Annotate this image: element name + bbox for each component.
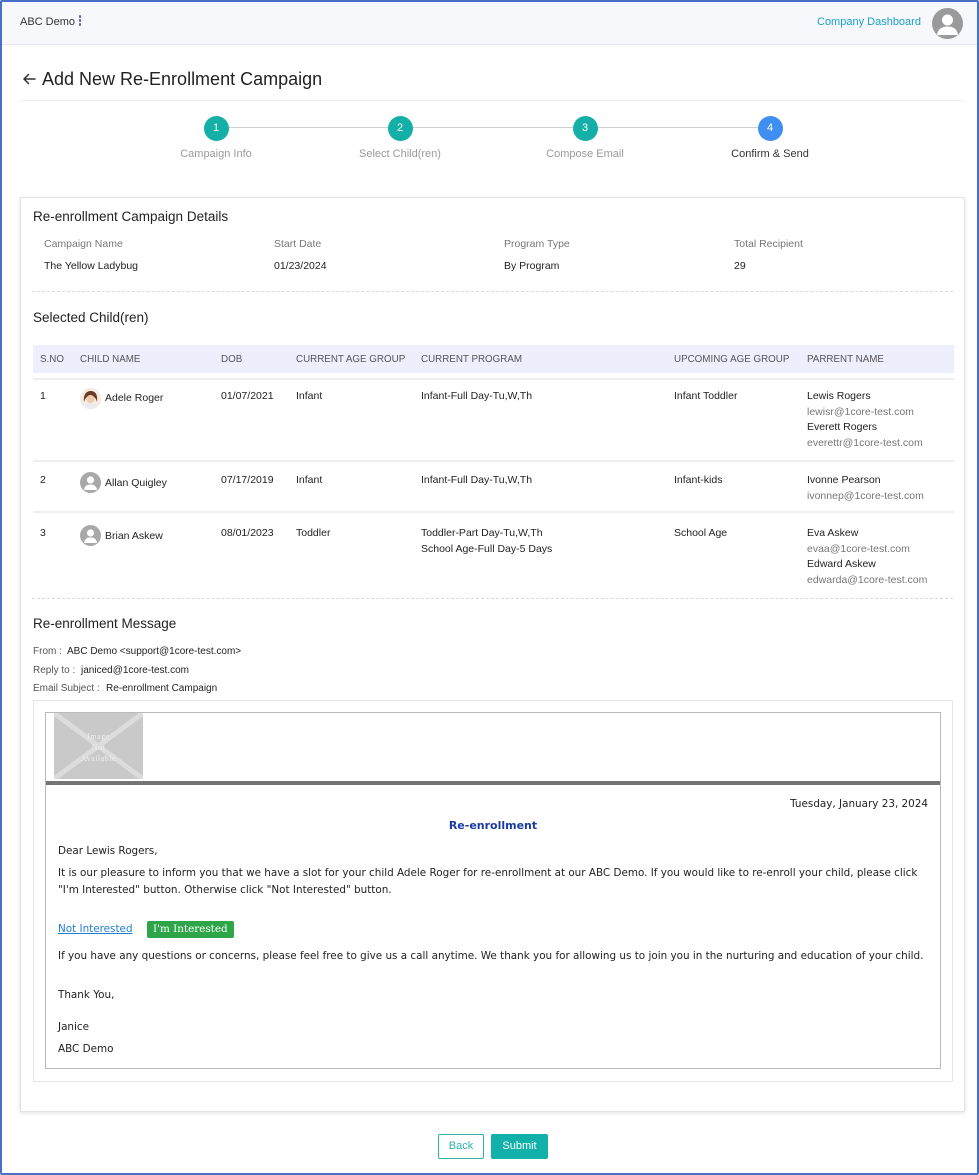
parent-name: Ivonne Pearson [807,474,881,486]
child-default-avatar-icon [80,525,101,546]
row-separator [33,460,954,462]
logo-text-line: Not [91,743,106,752]
child-program: Toddler-Part Day-Tu,W,Th [421,527,543,539]
step-3[interactable] [525,116,645,160]
org-name: ABC Demo [20,16,76,28]
start-date-value: 01/23/2024 [274,260,327,272]
child-age-group: Infant [296,390,323,402]
subject-label: Email Subject : [33,683,100,694]
reply-to-value: janiced@1core-test.com [81,665,189,676]
email-date: Tuesday, January 23, 2024 [790,798,928,810]
step-3-circle: 3 [573,116,598,141]
email-greeting: Dear Lewis Rogers, [58,845,158,857]
step-4[interactable] [710,116,830,160]
from-value: ABC Demo <support@1core-test.com> [67,646,242,657]
program-type-label: Program Type [504,238,570,250]
child-upcoming-group: Infant Toddler [674,390,738,402]
section-divider [32,598,953,599]
step-2[interactable] [340,116,460,160]
child-photo-avatar [80,388,101,409]
email-header-rule [46,781,940,785]
interested-button[interactable]: I'm Interested [147,921,234,938]
child-age-group: Infant [296,474,323,486]
child-age-group: Toddler [296,527,331,539]
start-date-label: Start Date [274,238,322,250]
parent-email: everettr@1core-test.com [807,437,923,449]
child-name: Allan Quigley [105,477,167,489]
email-closing-text: If you have any questions or concerns, please feel free to give us a call anytime. We thank you for allowing us to join you in the nurturing and education of your child. [58,950,924,962]
child-program: Infant-Full Day-Tu,W,Th [421,474,533,486]
parent-name: Lewis Rogers [807,390,871,402]
step-4-label: Confirm & Send [731,148,809,160]
email-preview [45,712,941,1069]
step-2-circle: 2 [388,116,413,141]
subject-value: Re-enrollment Campaign [106,683,218,694]
title-divider [20,100,964,101]
child-dob: 07/17/2019 [221,474,274,486]
children-title: Selected Child(ren) [33,310,149,325]
back-button[interactable]: Back [438,1134,484,1159]
company-dashboard-link[interactable]: Company Dashboard [817,16,921,28]
child-upcoming-group: Infant-kids [674,474,723,486]
details-title: Re-enrollment Campaign Details [33,209,229,224]
parent-email: lewisr@1core-test.com [807,406,914,418]
row-sno: 1 [40,390,46,402]
child-dob: 08/01/2023 [221,527,274,539]
parent-name: Edward Askew [807,558,876,570]
kebab-menu-icon[interactable] [76,14,84,28]
row-separator [33,511,954,513]
step-1-label: Campaign Info [180,148,252,160]
col-upcoming-age-group: UPCOMING AGE GROUP [674,354,790,365]
email-body-line: "I'm Interested" button. Otherwise click "Not Interested" button. [58,884,392,896]
not-interested-link[interactable]: Not Interested [58,923,133,935]
logo-text-line: Available [80,754,116,763]
page-title: Add New Re-Enrollment Campaign [42,69,323,89]
logo-text-line: Image [87,732,110,741]
submit-button[interactable]: Submit [491,1134,548,1159]
user-avatar-icon[interactable] [932,8,963,39]
step-2-label: Select Child(ren) [359,148,441,160]
child-program: School Age-Full Day-5 Days [421,543,553,555]
child-name: Adele Roger [105,392,164,404]
total-recipient-value: 29 [734,260,746,272]
email-signature-org: ABC Demo [58,1043,114,1055]
step-4-circle: 4 [758,116,783,141]
reply-to-label: Reply to : [33,665,76,676]
child-name: Brian Askew [105,530,163,542]
email-body-line: It is our pleasure to inform you that we have a slot for your child Adele Roger for re-enrollment at our ABC Demo. If you would like to re-enroll your child, please click [58,867,918,879]
logo-placeholder-image [54,713,143,779]
from-label: From : [33,646,62,657]
table-header [33,345,954,373]
step-1[interactable] [156,116,276,160]
child-program: Infant-Full Day-Tu,W,Th [421,390,533,402]
top-bar [0,0,979,45]
row-sno: 3 [40,527,46,539]
section-divider [32,291,953,292]
email-heading: Re-enrollment [448,819,538,832]
step-3-label: Compose Email [546,148,624,160]
campaign-name-value: The Yellow Ladybug [44,260,138,272]
step-1-circle: 1 [204,116,229,141]
col-sno: S.NO [40,354,64,365]
stepper-line [217,127,770,128]
col-current-age-group: CURRENT AGE GROUP [296,354,406,365]
parent-email: ivonnep@1core-test.com [807,490,924,502]
child-default-avatar-icon [80,472,101,493]
back-arrow-icon[interactable] [21,71,37,87]
child-upcoming-group: School Age [674,527,728,539]
parent-name: Eva Askew [807,527,859,539]
row-sno: 2 [40,474,46,486]
col-current-program: CURRENT PROGRAM [421,354,523,365]
col-dob: DOB [221,354,243,365]
col-child-name: CHILD NAME [80,354,141,365]
row-separator [33,378,954,380]
campaign-name-label: Campaign Name [44,238,123,250]
col-parent-name: PARRENT NAME [807,354,884,365]
total-recipient-label: Total Recipient [734,238,803,250]
email-signature-name: Janice [58,1021,90,1033]
parent-email: edwarda@1core-test.com [807,574,928,586]
parent-name: Everett Rogers [807,421,878,433]
message-title: Re-enrollment Message [33,616,177,631]
parent-email: evaa@1core-test.com [807,543,910,555]
email-thanks: Thank You, [58,989,115,1001]
program-type-value: By Program [504,260,560,272]
child-dob: 01/07/2021 [221,390,274,402]
